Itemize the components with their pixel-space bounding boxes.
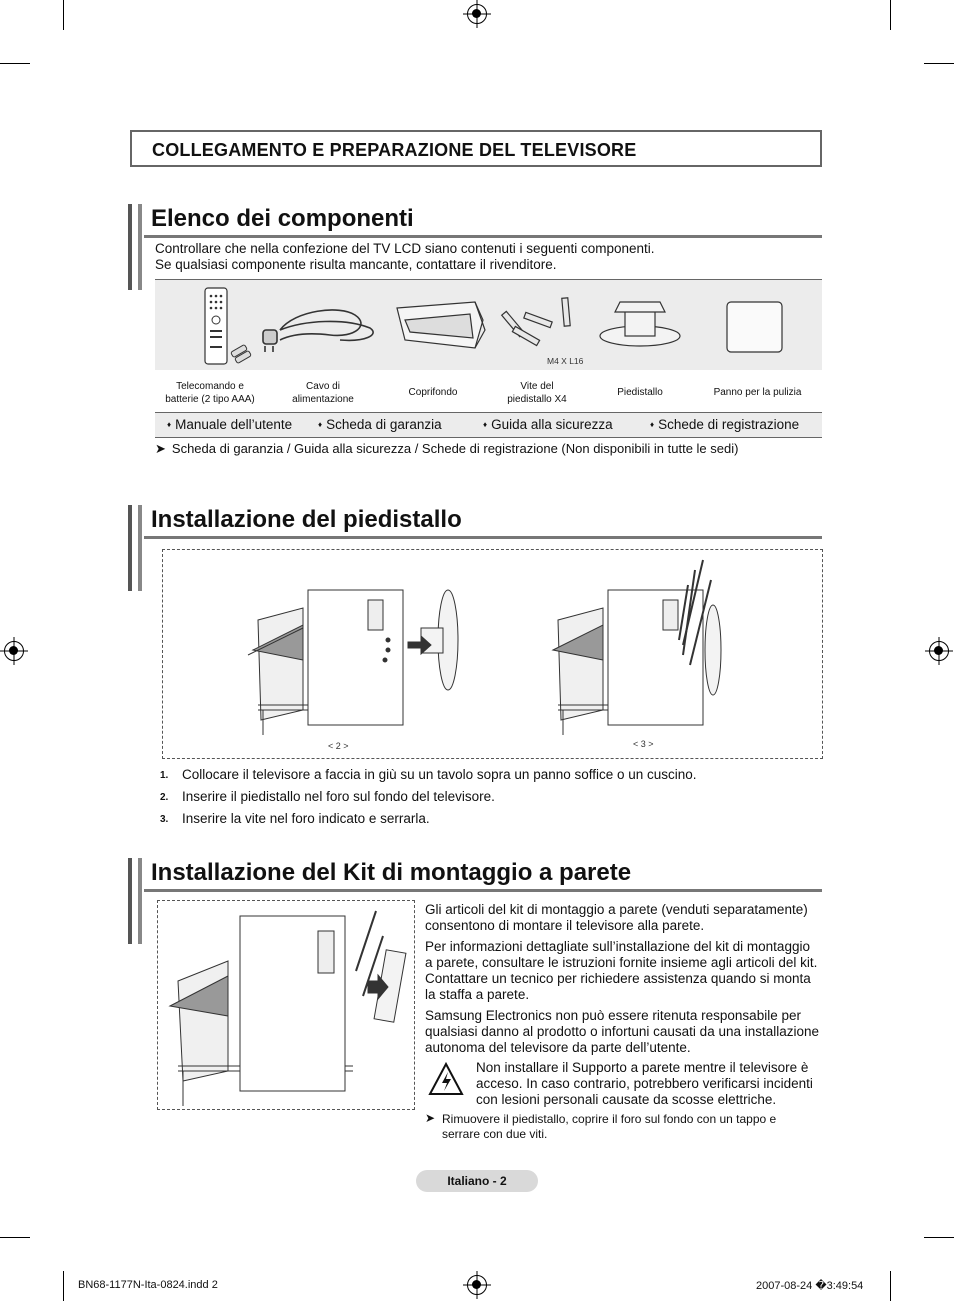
label-line: Telecomando e — [176, 381, 244, 392]
section-bar — [128, 858, 142, 944]
crop-mark — [890, 1271, 891, 1301]
component-label — [155, 380, 265, 406]
label-line: batterie (2 tipo AAA) — [165, 394, 255, 405]
stand-figure-box — [162, 549, 823, 759]
crop-mark — [924, 63, 954, 64]
section-bar — [128, 505, 142, 591]
components-intro — [155, 241, 655, 273]
page-number-badge — [416, 1170, 538, 1192]
cleaning-cloth-icon — [727, 302, 782, 352]
crop-mark — [890, 0, 891, 30]
step-number: 2. — [160, 792, 169, 803]
tv-back-icon — [248, 590, 403, 735]
label-line: alimentazione — [292, 394, 354, 405]
component-label — [700, 386, 815, 399]
stand-part-icon — [408, 590, 458, 690]
note-arrow-icon: ➤ — [425, 1111, 436, 1125]
figure-label-right: < 3 > — [633, 739, 654, 749]
step-text: Inserire la vite nel foro indicato e serrarla. — [182, 811, 430, 826]
crop-mark — [924, 1237, 954, 1238]
components-images — [155, 280, 822, 370]
wall-mount-title: Installazione del Kit di montaggio a parete — [151, 859, 632, 886]
warning-icon — [428, 1062, 464, 1103]
warning-text — [476, 1060, 813, 1108]
screw-size-label: M4 X L16 — [547, 356, 584, 366]
chapter-header — [130, 130, 822, 167]
crop-mark — [63, 1271, 64, 1301]
accessory-item: ♦ Guida alla sicurezza — [483, 417, 613, 432]
chapter-title: COLLEGAMENTO E PREPARAZIONE DEL TELEVISORE — [152, 140, 637, 160]
note-arrow-icon: ➤ — [155, 441, 166, 456]
text-line: acceso. In caso contrario, potrebbero verificarsi incidenti — [476, 1076, 813, 1091]
component-label — [378, 386, 488, 399]
accessory-item: ♦ Scheda di garanzia — [318, 417, 442, 432]
label-line: piedistallo X4 — [507, 394, 567, 405]
text-line: serrare con due viti. — [442, 1127, 548, 1141]
text-line: Contattare un tecnico per richiedere assistenza quando si monta — [425, 971, 811, 986]
remote-control-icon — [205, 288, 251, 364]
text-line: consentono di montare il televisore alla parete. — [425, 918, 705, 933]
text-line: Per informazioni dettagliate sull’installazione del kit di montaggio — [425, 939, 810, 954]
accessories-row — [155, 412, 822, 438]
registration-mark-icon — [929, 641, 949, 661]
wall-note — [442, 1112, 776, 1142]
label-line: Cavo di — [306, 381, 340, 392]
text-line: a parete, consultare le istruzioni fornite insieme agli articoli del kit. — [425, 955, 818, 970]
section-bar — [128, 204, 142, 290]
section-rule — [144, 235, 822, 238]
stand-title: Installazione del piedistallo — [151, 506, 462, 533]
text-line: Non installare il Supporto a parete mentre il televisore è — [476, 1060, 809, 1075]
components-note — [155, 441, 738, 457]
components-title: Elenco dei componenti — [151, 205, 414, 232]
accessory-item: ♦ Schede di registrazione — [650, 417, 799, 432]
wall-mount-figure-box — [157, 900, 415, 1110]
section-rule — [144, 889, 822, 892]
text-line: qualsiasi danno al prodotto o infortuni causati da una installazione — [425, 1024, 820, 1039]
crop-mark — [0, 63, 30, 64]
registration-mark-icon — [4, 641, 24, 661]
stand-icon — [600, 302, 680, 346]
figure-label-left: < 2 > — [328, 741, 349, 751]
component-label — [585, 386, 695, 399]
accessory-item: ♦ Manuale dell’utente — [167, 417, 292, 432]
registration-mark-icon — [467, 4, 487, 24]
text-line: con lesioni personali causate da scosse elettriche. — [476, 1092, 777, 1107]
wall-mount-illustration — [158, 901, 414, 1109]
step-text: Collocare il televisore a faccia in giù su un tavolo sopra un panno soffice o un cuscino. — [182, 767, 697, 782]
text-line: Samsung Electronics non può essere ritenuta responsabile per — [425, 1008, 801, 1023]
file-slug: BN68-1177N-Ita-0824.indd 2 — [78, 1279, 218, 1291]
registration-mark-icon — [467, 1275, 487, 1295]
label-line: Coprifondo — [408, 387, 458, 398]
wall-paragraph-2 — [425, 939, 817, 1003]
tv-back-icon — [553, 590, 721, 735]
component-label — [482, 380, 592, 406]
text-line: Rimuovere il piedistallo, coprire il foro sul fondo con un tappo e — [442, 1112, 777, 1126]
intro-line: Controllare che nella confezione del TV LCD siano contenuti i seguenti componenti. — [155, 241, 655, 256]
text-line: la staffa a parete. — [425, 987, 530, 1002]
label-line: Vite del — [520, 381, 554, 392]
component-label — [268, 380, 378, 406]
label-line: Piedistallo — [617, 387, 663, 398]
note-text: Scheda di garanzia / Guida alla sicurezza / Schede di registrazione (Non disponibili in tutte le sedi) — [171, 441, 739, 456]
date-slug: 2007-08-24 �3:49:54 — [756, 1280, 864, 1292]
wall-paragraph-1 — [425, 902, 808, 934]
crop-mark — [0, 1237, 30, 1238]
step-text: Inserire il piedistallo nel foro sul fondo del televisore. — [182, 789, 495, 804]
back-cover-icon — [397, 302, 485, 348]
crop-mark — [63, 0, 64, 30]
power-cord-icon — [263, 310, 373, 352]
step-number: 3. — [160, 814, 169, 825]
stand-screws-icon — [502, 298, 571, 346]
section-rule — [144, 536, 822, 539]
intro-line: Se qualsiasi componente risulta mancante, contattare il rivenditore. — [155, 257, 557, 272]
wall-paragraph-3 — [425, 1008, 819, 1056]
components-illustration — [155, 280, 822, 370]
text-line: Gli articoli del kit di montaggio a parete (venduti separatamente) — [425, 902, 808, 917]
text-line: autonoma del televisore da parte dell’utente. — [425, 1040, 691, 1055]
page-number: Italiano - 2 — [447, 1174, 507, 1188]
label-line: Panno per la pulizia — [713, 387, 802, 398]
step-number: 1. — [160, 770, 169, 781]
stand-installation-illustration — [163, 550, 822, 758]
